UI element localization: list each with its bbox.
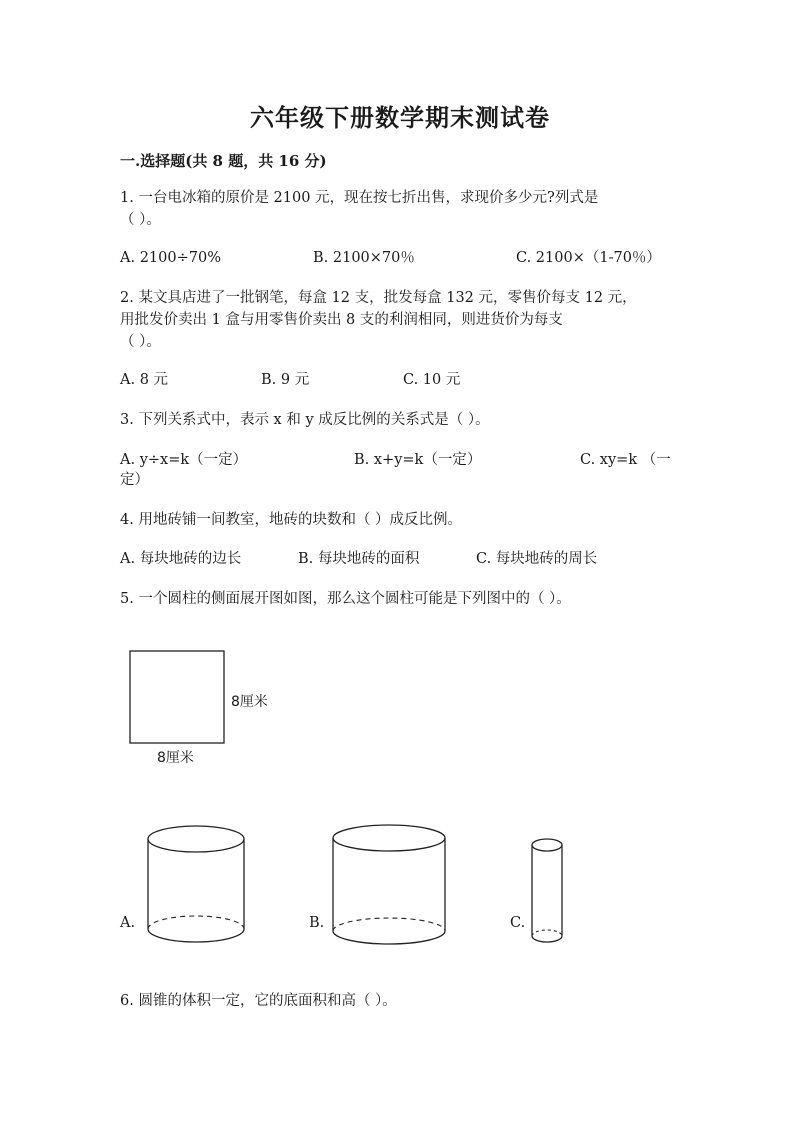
cylinder-c-figure	[532, 839, 562, 942]
cylinder-b-figure	[333, 825, 445, 944]
question-1-text: 1. 一台电冰箱的原价是 2100 元，现在按七折出售，求现价多少元?列式是	[120, 190, 599, 206]
square-bottom-label: 8厘米	[157, 750, 194, 766]
question-2-text-line1: 2. 某文具店进了一批钢笔，每盒 12 支，批发每盒 132 元，零售价每支 12 元，	[120, 290, 637, 306]
question-6-text: 6. 圆锥的体积一定，它的底面积和高（ ）。	[120, 993, 397, 1009]
q5-option-b-label[interactable]: B.	[309, 915, 325, 931]
q3-option-c-wrap: 定）	[120, 472, 149, 488]
q2-option-b[interactable]: B. 9 元	[261, 372, 310, 388]
square-side-label: 8厘米	[231, 694, 268, 710]
q3-option-b[interactable]: B. x+y=k（一定）	[354, 452, 482, 468]
question-4-text: 4. 用地砖铺一间教室，地砖的块数和（ ）成反比例。	[120, 512, 463, 528]
cylinder-a-figure	[148, 826, 244, 942]
question-2-text-line2: 用批发价卖出 1 盒与用零售价卖出 8 支的利润相同，则进货价为每支	[120, 312, 563, 328]
question-5-text: 5. 一个圆柱的侧面展开图如图，那么这个圆柱可能是下列图中的（ ）。	[120, 591, 571, 607]
q5-option-c-label[interactable]: C.	[510, 915, 526, 931]
q3-option-c[interactable]: C. xy=k （一	[580, 452, 671, 468]
q2-option-a[interactable]: A. 8 元	[120, 372, 169, 388]
q1-option-a[interactable]: A. 2100÷70%	[120, 250, 221, 266]
section-heading: 一.选择题(共 8 题，共 16 分)	[120, 152, 327, 170]
question-1-blank: （ ）。	[120, 212, 161, 228]
q3-option-a[interactable]: A. y÷x=k（一定）	[120, 452, 248, 468]
q5-option-a-label[interactable]: A.	[120, 915, 136, 931]
q1-option-b[interactable]: B. 2100×70％	[313, 250, 415, 266]
q2-option-c[interactable]: C. 10 元	[403, 372, 461, 388]
q1-option-c[interactable]: C. 2100×（1-70％）	[516, 250, 661, 266]
page-title: 六年级下册数学期末测试卷	[250, 103, 550, 132]
question-3-text: 3. 下列关系式中，表示 x 和 y 成反比例的关系式是（ ）。	[120, 412, 490, 428]
q4-option-b[interactable]: B. 每块地砖的面积	[298, 551, 420, 567]
q4-option-a[interactable]: A. 每块地砖的边长	[120, 551, 242, 567]
question-2-blank: （ ）。	[120, 334, 161, 350]
q4-option-c[interactable]: C. 每块地砖的周长	[476, 551, 598, 567]
unfolded-square-figure	[130, 651, 224, 743]
